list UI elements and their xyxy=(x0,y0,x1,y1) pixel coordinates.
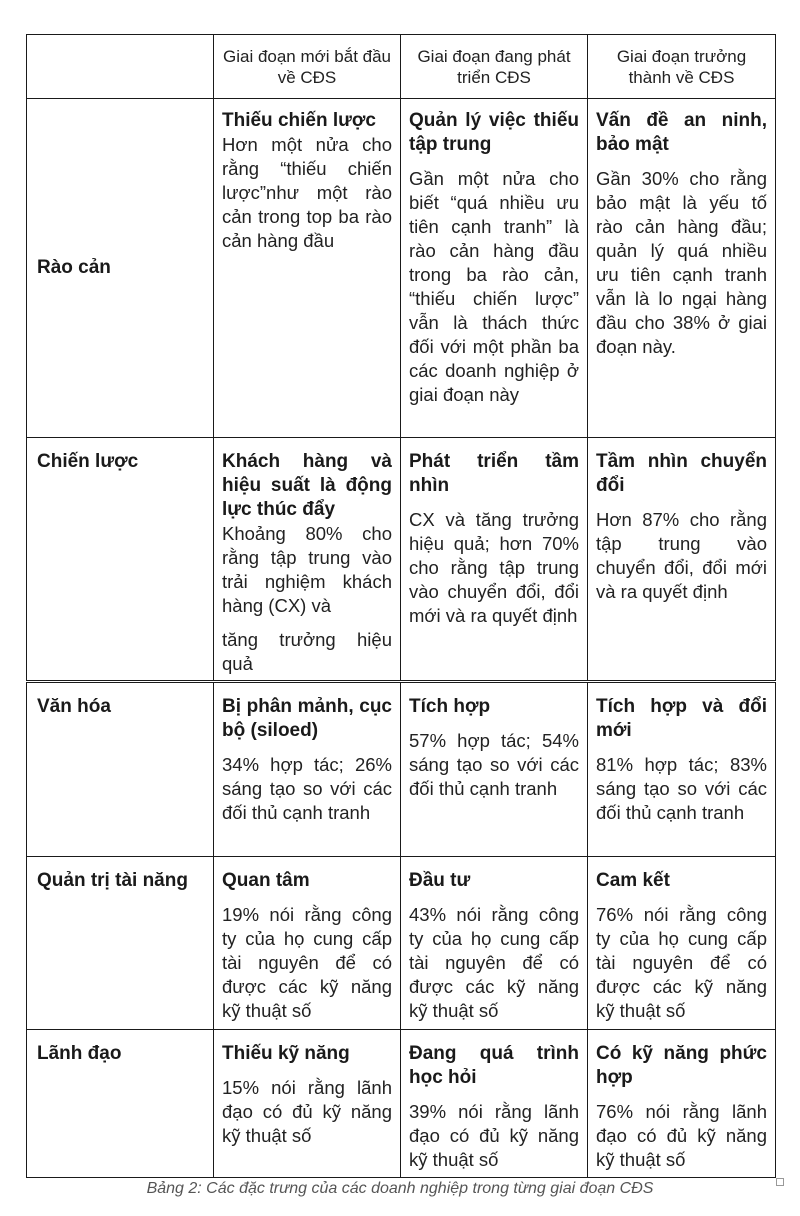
table-row-barriers xyxy=(27,99,776,438)
row-label-strategy: Chiến lược xyxy=(27,438,214,681)
cell-barriers-developing xyxy=(401,99,588,438)
cell-talent-developing xyxy=(401,857,588,1030)
header-empty-cell xyxy=(27,35,214,99)
table-row-culture xyxy=(27,683,776,857)
cell-body: 57% hợp tác; 54% sáng tạo so với các đối thủ cạnh tranh xyxy=(409,730,579,799)
cell-body: Hơn một nửa cho rằng “thiếu chiến lược”như một rào cản trong top ba rào cản hàng đầu xyxy=(222,134,392,251)
cell-barriers-mature xyxy=(588,99,776,438)
cell-culture-beginning xyxy=(214,683,401,857)
cell-title: Tích hợp xyxy=(409,696,491,717)
cell-leadership-mature xyxy=(588,1030,776,1178)
cell-strategy-beginning xyxy=(214,438,401,681)
cell-body: 76% nói rằng lãnh đạo có đủ kỹ năng kỹ thuật số xyxy=(596,1101,767,1170)
cell-title: Phát triển tầm nhìn xyxy=(409,451,579,496)
table-caption: Bảng 2: Các đặc trưng của các doanh nghiệp trong từng giai đoạn CĐS xyxy=(146,1180,654,1197)
header-stage-developing: Giai đoạn đang phát triển CĐS xyxy=(401,35,588,99)
cell-title: Cam kết xyxy=(596,870,670,891)
cell-body: 34% hợp tác; 26% sáng tạo so với các đối thủ cạnh tranh xyxy=(222,754,392,823)
header-stage-beginning: Giai đoạn mới bắt đầu về CĐS xyxy=(214,35,401,99)
row-label-talent-management: Quản trị tài năng xyxy=(27,857,214,1030)
cell-talent-beginning xyxy=(214,857,401,1030)
table-row-talent-management xyxy=(27,857,776,1030)
cell-talent-mature xyxy=(588,857,776,1030)
cell-title: Khách hàng và hiệu suất là động lực thúc đẩy xyxy=(222,451,392,520)
cell-body: 15% nói rằng lãnh đạo có đủ kỹ năng kỹ thuật số xyxy=(222,1077,392,1146)
cell-title: Tầm nhìn chuyển đổi xyxy=(596,451,767,496)
cell-strategy-mature xyxy=(588,438,776,681)
cell-body: 76% nói rằng công ty của họ cung cấp tài nguyên để có được các kỹ năng kỹ thuật số xyxy=(596,904,767,1021)
row-label-barriers: Rào cản xyxy=(27,99,214,438)
row-label-culture: Văn hóa xyxy=(27,683,214,857)
cell-body: 43% nói rằng công ty của họ cung cấp tài nguyên để có được các kỹ năng kỹ thuật số xyxy=(409,904,579,1021)
cell-body: Gần 30% cho rằng bảo mật là yếu tố rào cản hàng đầu; quản lý quá nhiều ưu tiên cạnh tranh vẫn là lo ngại hàng đầu cho 38% ở giai đoạn này. xyxy=(596,168,767,357)
cell-culture-developing xyxy=(401,683,588,857)
table-header-row xyxy=(27,35,776,99)
characteristics-table-part-1 xyxy=(26,34,776,681)
cell-title: Quản lý việc thiếu tập trung xyxy=(409,110,579,155)
text-anchor-mark xyxy=(776,1178,784,1186)
cell-title: Đang quá trình học hỏi xyxy=(409,1043,579,1088)
cell-leadership-developing xyxy=(401,1030,588,1178)
cell-barriers-beginning xyxy=(214,99,401,438)
cell-body: 19% nói rằng công ty của họ cung cấp tài nguyên để có được các kỹ năng kỹ thuật số xyxy=(222,904,392,1021)
cell-title: Vấn đề an ninh, bảo mật xyxy=(596,110,767,155)
cell-body: 39% nói rằng lãnh đạo có đủ kỹ năng kỹ thuật số xyxy=(409,1101,579,1170)
row-label-leadership: Lãnh đạo xyxy=(27,1030,214,1178)
header-stage-mature: Giai đoạn trưởng thành về CĐS xyxy=(588,35,776,99)
cell-body-continued: tăng trưởng hiệu quả xyxy=(222,629,392,674)
cell-title: Thiếu chiến lược xyxy=(222,110,376,131)
cell-title: Đầu tư xyxy=(409,870,471,891)
cell-title: Quan tâm xyxy=(222,870,310,891)
cell-body: Gần một nửa cho biết “quá nhiều ưu tiên cạnh tranh” là rào cản hàng đầu trong ba rào cản, “thiếu chiến lược” vẫn là thách thức đối với một phần ba các doanh nghiệp ở giai đoạn này xyxy=(409,168,579,405)
cell-body: CX và tăng trưởng hiệu quả; hơn 70% cho rằng tập trung vào chuyển đổi, đổi mới và ra quyết định xyxy=(409,509,579,626)
cell-leadership-beginning xyxy=(214,1030,401,1178)
cell-strategy-developing xyxy=(401,438,588,681)
cell-title: Tích hợp và đổi mới xyxy=(596,696,767,741)
table-row-leadership xyxy=(27,1030,776,1178)
cell-body: Khoảng 80% cho rằng tập trung vào trải nghiệm khách hàng (CX) và xyxy=(222,523,392,616)
cell-body: Hơn 87% cho rằng tập trung vào chuyển đổi, đổi mới và ra quyết định xyxy=(596,509,767,602)
cell-title: Thiếu kỹ năng xyxy=(222,1043,350,1064)
cell-body: 81% hợp tác; 83% sáng tạo so với các đối thủ cạnh tranh xyxy=(596,754,767,823)
cell-culture-mature xyxy=(588,683,776,857)
cell-title: Bị phân mảnh, cục bộ (siloed) xyxy=(222,696,392,741)
characteristics-table-part-2 xyxy=(26,682,776,1178)
cell-title: Có kỹ năng phức hợp xyxy=(596,1043,767,1088)
table-row-strategy xyxy=(27,438,776,681)
